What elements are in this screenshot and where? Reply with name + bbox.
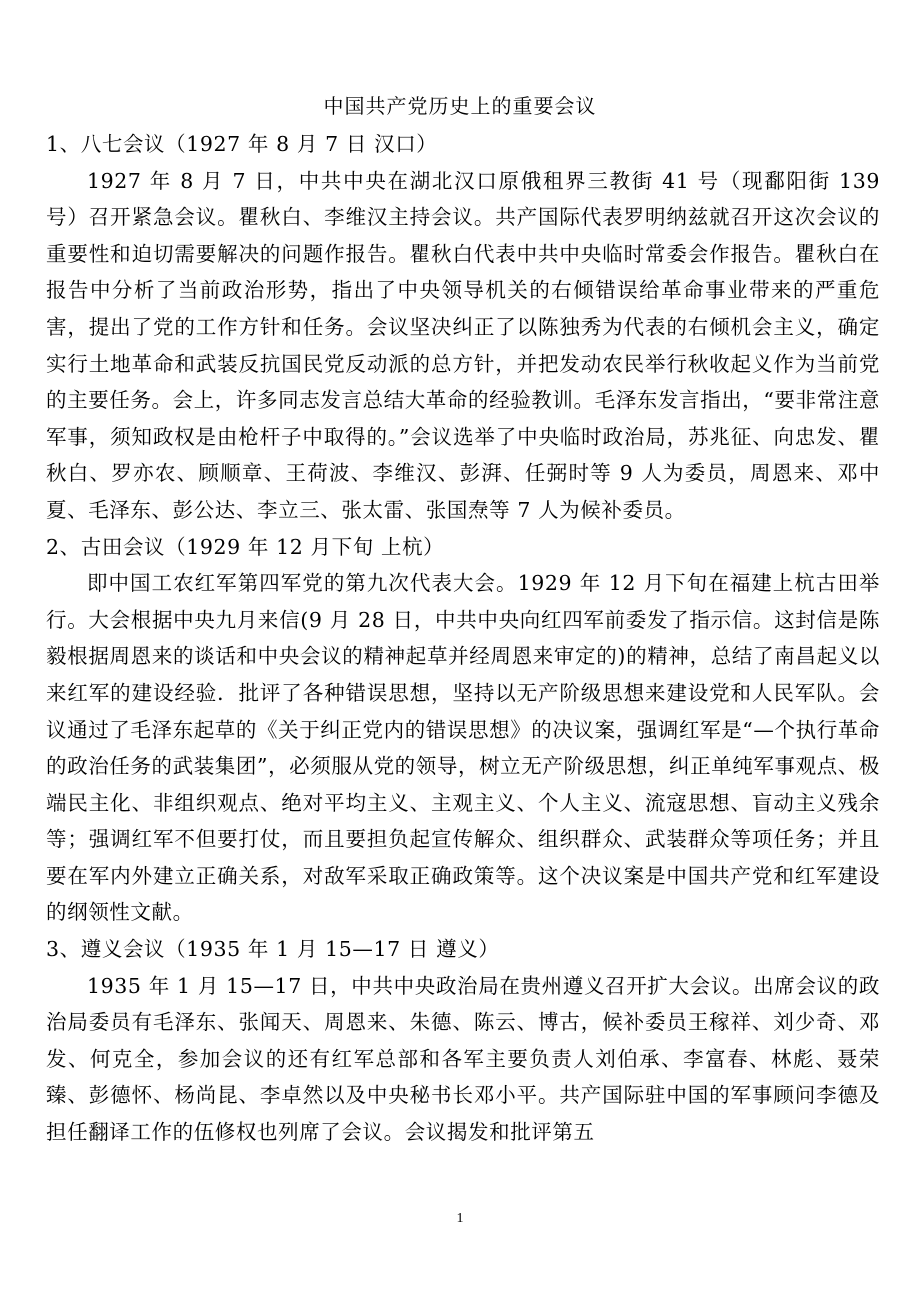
section-paragraph: 1927 年 8 月 7 日，中共中央在湖北汉口原俄租界三教街 41 号（现鄱阳街 139 号）召开紧急会议。瞿秋白、李维汉主持会议。共产国际代表罗明纳兹就召开这次会议的重要性和迫切需要解决的问题作报告。瞿秋白代表中共中央临时常委会作报告。瞿秋白在报告中分析了当前政治形势，指出了中央领导机关的右倾错误给革命事业带来的严重危害，提出了党的工作方针和任务。会议坚决纠正了以陈独秀为代表的右倾机会主义，确定实行土地革命和武装反抗国民党反动派的总方针，并把发动农民举行秋收起义作为当前党的主要任务。会上，许多同志发言总结大革命的经验教训。毛泽东发言指出，“要非常注意军事，须知政权是由枪杆子中取得的。”会议选举了中央临时政治局，苏兆征、向忠发、瞿秋白、罗亦农、顾顺章、王荷波、李维汉、彭湃、任弼时等 9 人为委员，周恩来、邓中夏、毛泽东、彭公达、李立三、张太雷、张国焘等 7 人为候补委员。 [46, 168, 880, 522]
section-zunyi-meeting [46, 931, 880, 1151]
page-number: 1 [456, 1211, 464, 1226]
section-heading: 2、古田会议（1929 年 12 月下旬 上杭） [46, 534, 445, 559]
document-title: 中国共产党历史上的重要会议 [323, 94, 597, 118]
section-gutian-meeting [46, 529, 880, 932]
section-paragraph: 即中国工农红军第四军党的第九次代表大会。1929 年 12 月下旬在福建上杭古田举行。大会根据中央九月来信(9 月 28 日，中共中央向红四军前委发了指示信。这封信是陈毅根据周恩来的谈话和中央会议的精神起草并经周恩来审定的)的精神，总结了南昌起义以来红军的建设经验．批评了各种错误思想，坚持以无产阶级思想来建设党和人民军队。会议通过了毛泽东起草的《关于纠正党内的错误思想》的决议案，强调红军是“—个执行革命的政治任务的武装集团”，必须服从党的领导，树立无产阶级思想，纠正单纯军事观点、极端民主化、非组织观点、绝对平均主义、主观主义、个人主义、流寇思想、盲动主义残余等；强调红军不但要打仗，而且要担负起宣传解众、组织群众、武装群众等项任务；并且要在军内外建立正确关系，对敌军采取正确政策等。这个决议案是中国共产党和红军建设的纲领性文献。 [46, 571, 880, 925]
section-bayi-meeting [46, 126, 880, 529]
document-body [46, 126, 880, 1151]
section-heading: 3、遵义会议（1935 年 1 月 15—17 日 遵义） [46, 937, 500, 962]
section-heading: 1、八七会议（1927 年 8 月 7 日 汉口） [46, 132, 438, 156]
section-paragraph: 1935 年 1 月 15—17 日，中共中央政治局在贵州遵义召开扩大会议。出席会议的政治局委员有毛泽东、张闻天、周恩来、朱德、陈云、博古，候补委员王稼祥、刘少奇、邓发、何克全，参加会议的还有红军总部和各军主要负责人刘伯承、李富春、林彪、聂荣臻、彭德怀、杨尚昆、李卓然以及中央秘书长邓小平。共产国际驻中国的军事顾问李德及担任翻译工作的伍修权也列席了会议。会议揭发和批评第五 [46, 973, 880, 1145]
